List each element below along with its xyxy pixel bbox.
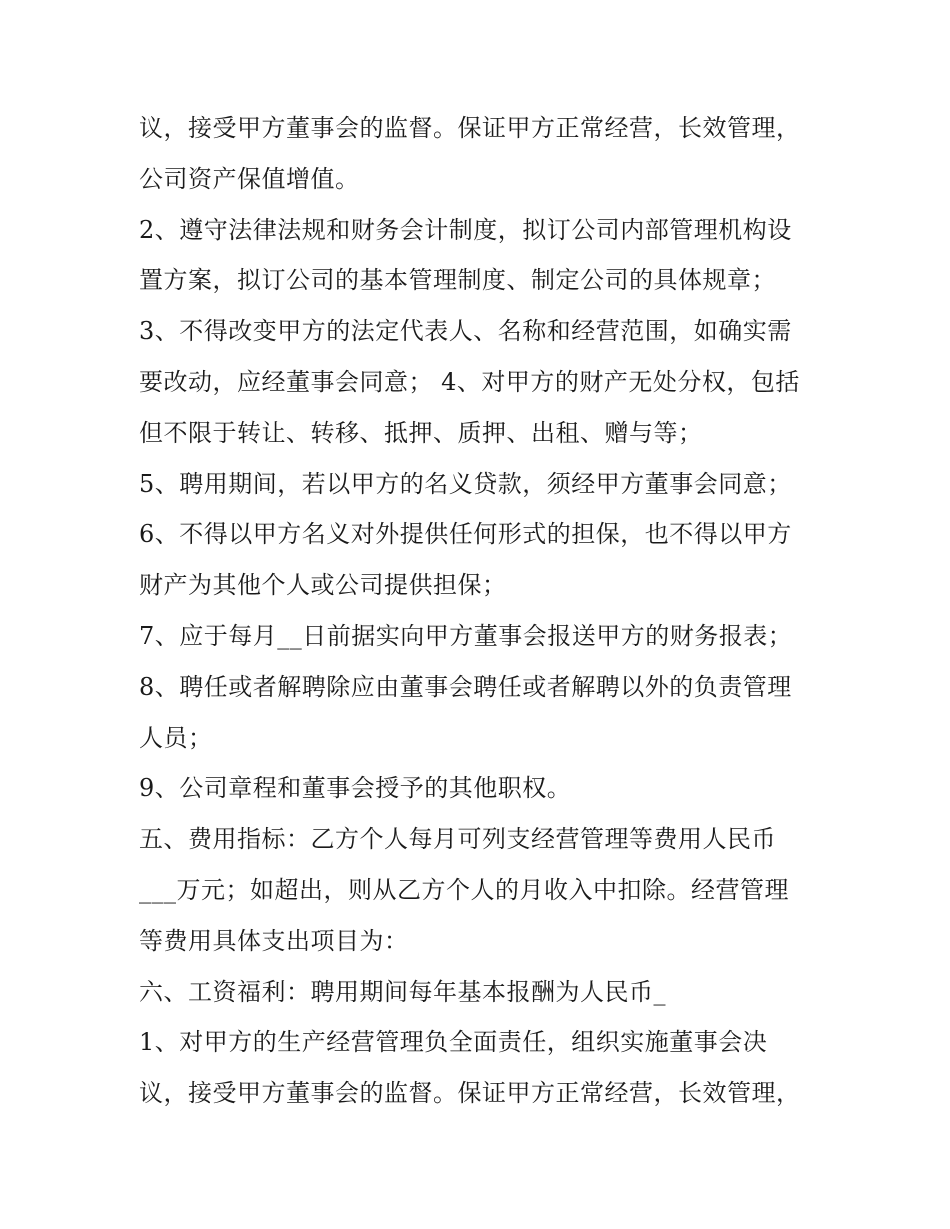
text-line: 等费用具体支出项目为： bbox=[139, 926, 409, 955]
text-line: 2、遵守法律法规和财务会计制度，拟订公司内部管理机构设 bbox=[139, 215, 792, 244]
text-line: 6、不得以甲方名义对外提供任何形式的担保，也不得以甲方 bbox=[139, 520, 792, 549]
text-line: 7、应于每月__日前据实向甲方董事会报送甲方的财务报表； bbox=[139, 621, 793, 650]
text-line: 要改动，应经董事会同意； 4、对甲方的财产无处分权，包括 bbox=[139, 367, 800, 396]
text-line: 1、对甲方的生产经营管理负全面责任，组织实施董事会决 bbox=[139, 1028, 768, 1057]
text-line: 3、不得改变甲方的法定代表人、名称和经营范围，如确实需 bbox=[139, 317, 792, 346]
text-line: 议，接受甲方董事会的监督。保证甲方正常经营，长效管理， bbox=[139, 1079, 801, 1108]
text-line: 5、聘用期间，若以甲方的名义贷款，须经甲方董事会同意； bbox=[139, 469, 792, 498]
text-line: 人员； bbox=[139, 723, 213, 752]
document-body bbox=[139, 103, 819, 1119]
text-line: 公司资产保值增值。 bbox=[139, 164, 360, 193]
text-line: 财产为其他个人或公司提供担保； bbox=[139, 571, 507, 600]
text-line: 五、费用指标：乙方个人每月可列支经营管理等费用人民币 bbox=[139, 825, 776, 854]
text-line: 置方案，拟订公司的基本管理制度、制定公司的具体规章； bbox=[139, 266, 776, 295]
text-line: 8、聘任或者解聘除应由董事会聘任或者解聘以外的负责管理 bbox=[139, 672, 792, 701]
text-line: ___万元；如超出，则从乙方个人的月收入中扣除。经营管理 bbox=[139, 875, 789, 904]
text-line: 议，接受甲方董事会的监督。保证甲方正常经营，长效管理， bbox=[139, 114, 801, 142]
text-line: 但不限于转让、转移、抵押、质押、出租、赠与等； bbox=[139, 418, 703, 447]
text-line: 六、工资福利：聘用期间每年基本报酬为人民币_ bbox=[139, 977, 666, 1006]
text-line: 9、公司章程和董事会授予的其他职权。 bbox=[139, 774, 572, 803]
